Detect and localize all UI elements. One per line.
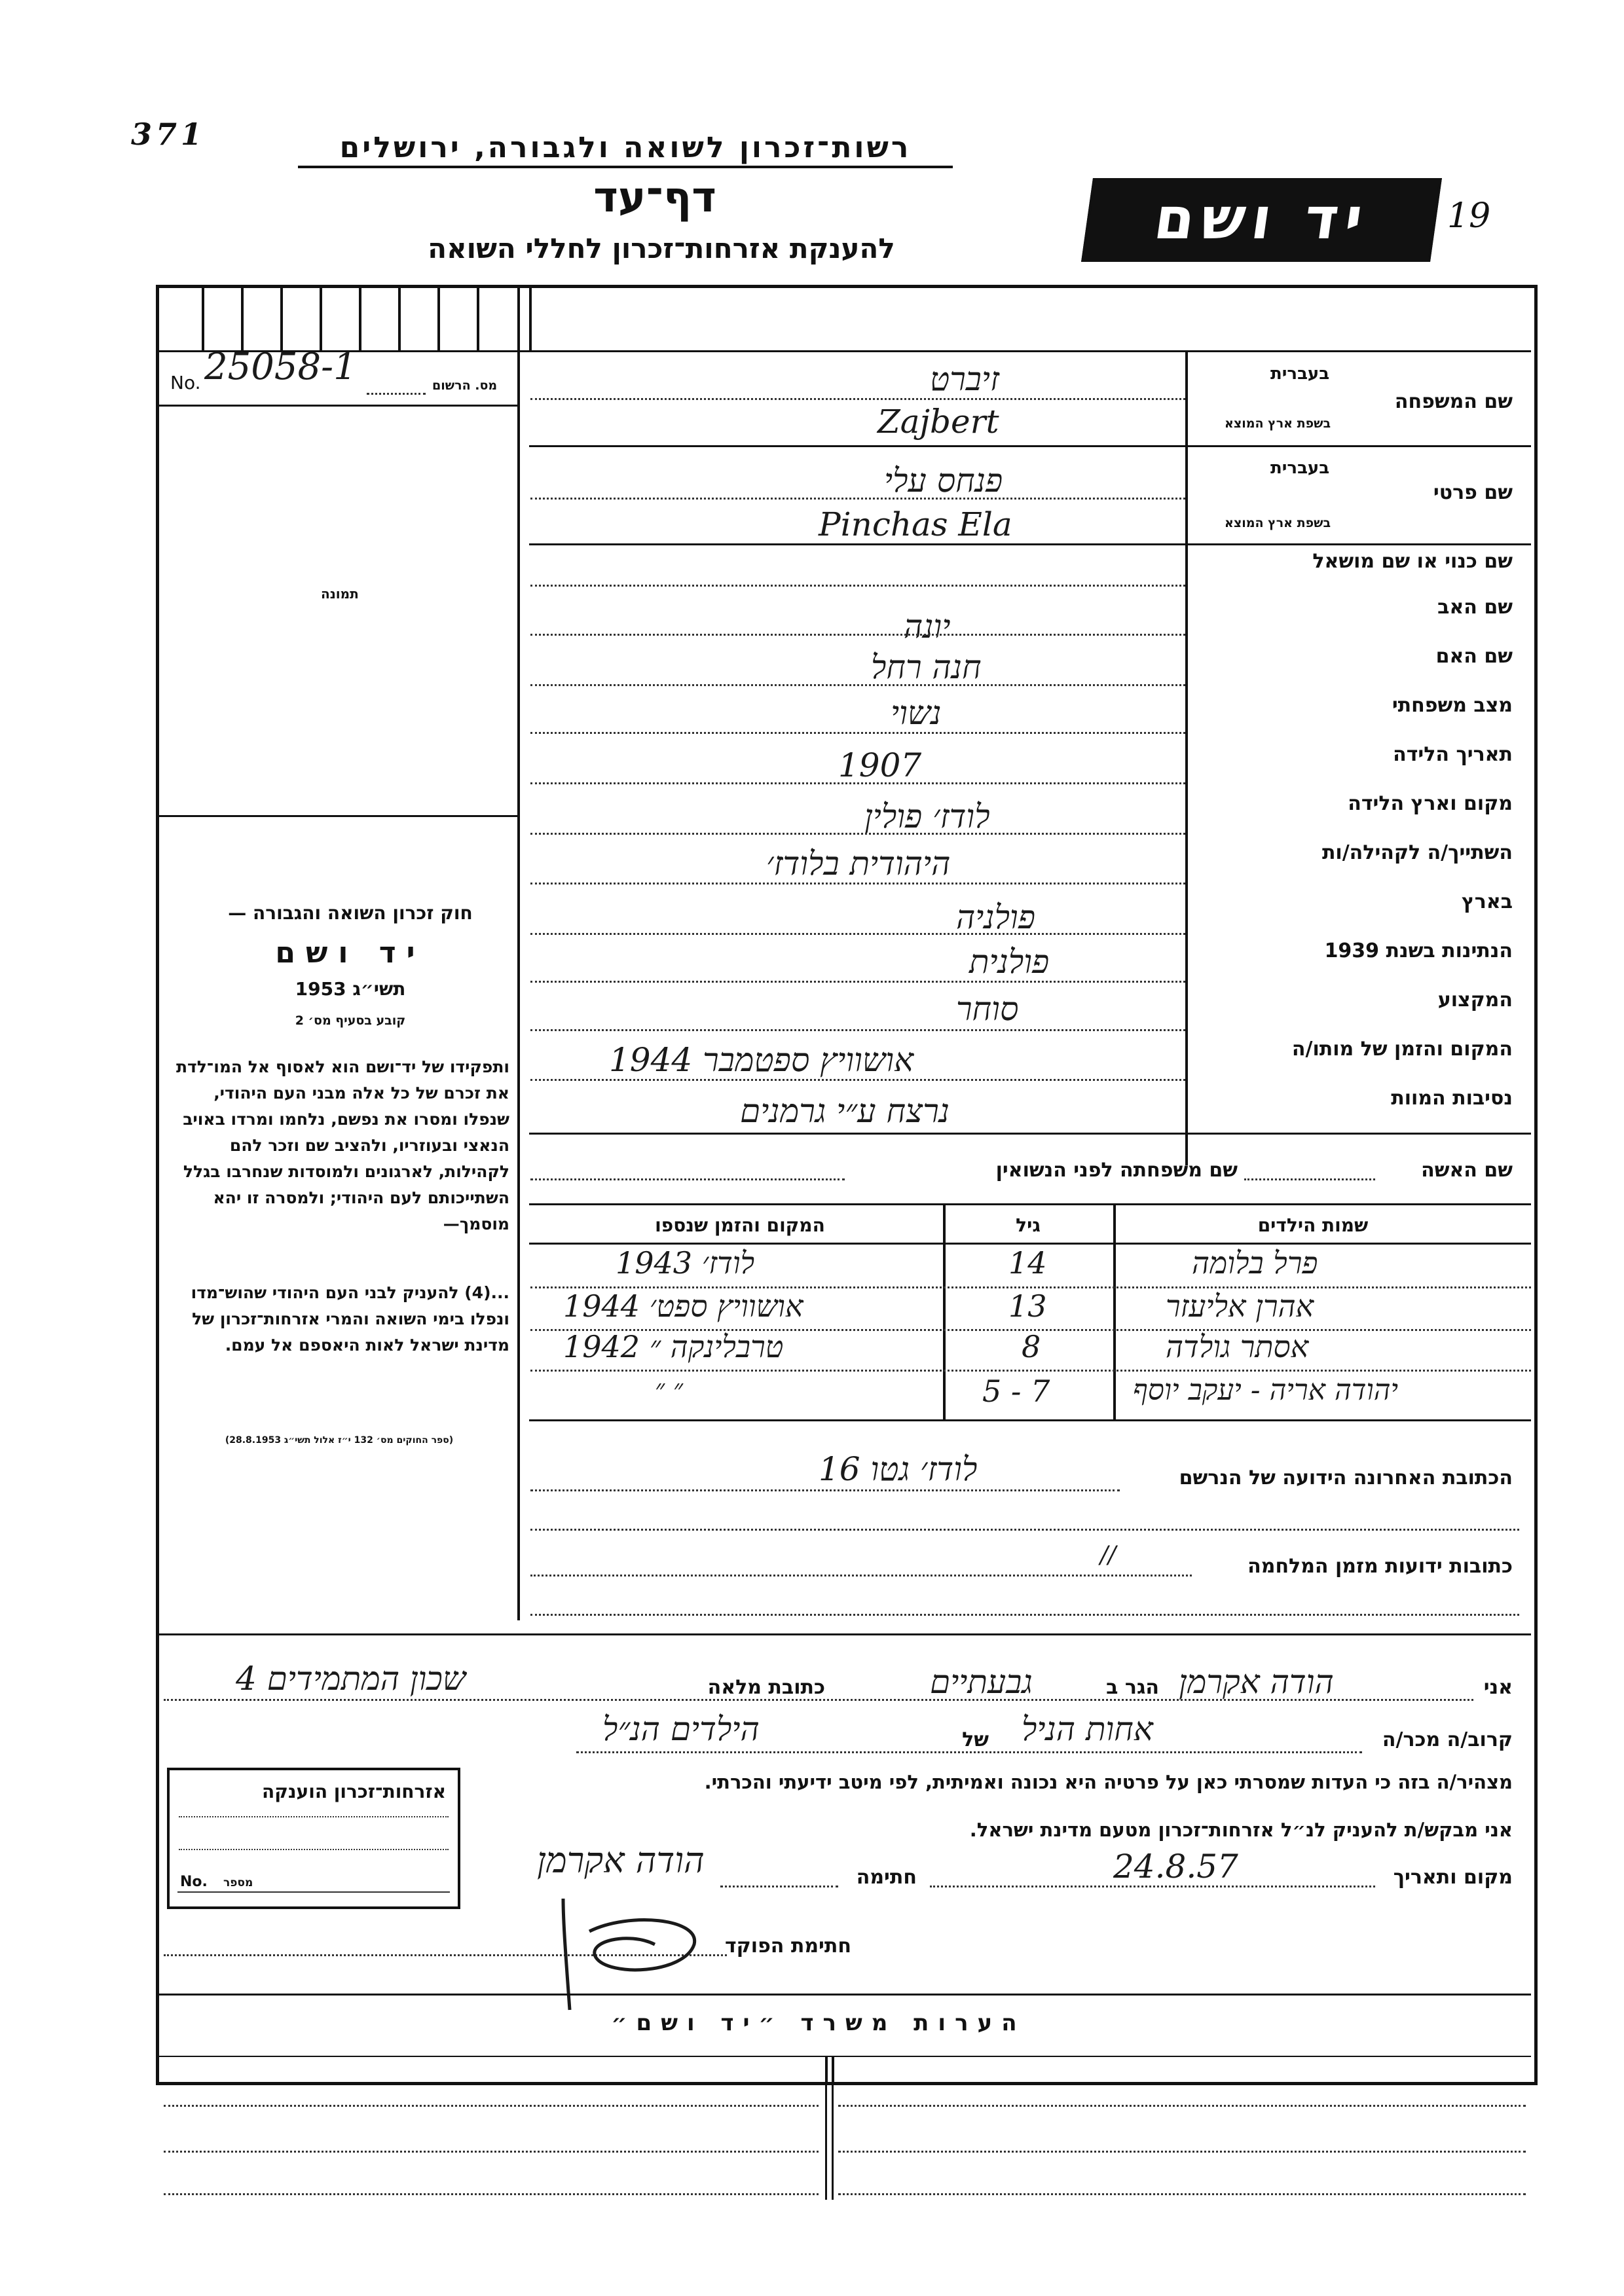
death-circumstances-label: נסיבות המוות: [1391, 1087, 1513, 1110]
law-clause: קובע בסעיף מס׳ 2: [295, 1013, 406, 1028]
family-name-hebrew-label: בעברית: [1270, 364, 1330, 384]
first-name-hebrew-label: בעברית: [1270, 458, 1330, 478]
law-name: יד ושם: [275, 936, 426, 970]
death-place-value: אושוויץ ספטמבר 1944: [609, 1041, 914, 1079]
marital-value: נשוי: [891, 694, 942, 732]
child-name: יהודה אריה - יעקב יוסף: [1133, 1374, 1399, 1407]
declaration-text: מצהיר/ה בזה כי העדות שמסרתי כאן על פרטיה היא נכונה ואמיתית, לפי מיטב ידיעתי והכרתי.: [704, 1771, 1513, 1793]
children-header-names: שמות הילדים: [1257, 1214, 1369, 1236]
logo-text: יד ושם: [1150, 185, 1374, 252]
child-age: 13: [1008, 1288, 1047, 1324]
child-place: אושוויץ ספט׳ 1944: [563, 1288, 803, 1324]
wife-label: שם האשה: [1421, 1159, 1513, 1182]
child-name: פרל בלומה: [1192, 1245, 1318, 1281]
relation-value: אחות הניל: [1022, 1710, 1153, 1748]
children-header-place: המקום והזמן שנספו: [655, 1214, 825, 1236]
authority-title: רשות־זכרון לשואה ולגבורה, ירושלים: [298, 131, 953, 168]
child-name: אסתר גולדה: [1166, 1329, 1309, 1364]
wife-maiden-label: שם משפחתה לפני הנשואין: [995, 1159, 1238, 1182]
father-label: שם האב: [1437, 596, 1513, 619]
first-name-hebrew: פנחס עלי: [884, 462, 1003, 500]
birth-place-label: מקום וארץ הלידה: [1348, 792, 1513, 815]
place-date-value: 24.8.57: [1113, 1848, 1238, 1886]
law-paragraph-1: ותפקידו של יד־ושם הוא לאסוף אל המו־לדת את זכרם של כל אלה מבני העם היהודי, שנפלו ומסרו את נפשם, נלחמו ומרדו באויב הנאצי ובעוזריו, ולהציב שם וזכר להם לקהילות, לארגונים ולמוסדות שנחרבו בגלל השתייכותם לעם היהודי; ולמסרה זו יהא מוסמך—: [175, 1057, 509, 1233]
first-name-label: שם פרטי: [1433, 481, 1513, 504]
birth-date-value: 1907: [838, 746, 922, 784]
death-place-label: המקום והזמן של מותו/ה: [1291, 1038, 1513, 1061]
nickname-label: שם כנוי או שם מושאל: [1312, 550, 1513, 573]
last-address-value: לודז׳ גטו 16: [819, 1450, 978, 1488]
citizenship-box-no-label: No.: [180, 1874, 208, 1890]
war-addresses-label: כתובות ידועות מזמן המלחמה: [1247, 1555, 1513, 1578]
citizenship-value: פולנית: [969, 943, 1050, 981]
declarant-name: הודה אקרמן: [1179, 1663, 1334, 1701]
form-subtitle: להענקת אזרחות־זכרון לחללי השואה: [428, 232, 895, 264]
family-name-label: שם המשפחה: [1394, 390, 1513, 413]
marital-label: מצב משפחתי: [1392, 694, 1513, 717]
official-signature-mark: [550, 1886, 720, 2016]
community-value: היהודית בלודז׳: [766, 845, 951, 883]
first-name-origin: Pinchas Ela: [819, 505, 1012, 543]
corner-number: 371: [131, 117, 206, 152]
relation-of-value: הילדים הנ״ל: [602, 1710, 760, 1748]
photo-label: תמונה: [321, 586, 359, 602]
official-signature-label: חתימת הפוקד: [725, 1935, 851, 1958]
remarks-title: הערות משרד ״יד ושם״: [611, 2010, 1026, 2036]
citizenship-label: הנתינות בשנת 1939: [1324, 939, 1513, 962]
declarant-signature: הודה אקרמן: [537, 1840, 705, 1881]
last-address-label: הכתובת האחרונה הידועה של הנרשם: [1179, 1467, 1513, 1489]
community-label: השתייך/ה לקהילה/ות: [1321, 841, 1513, 864]
country-value: פולניה: [956, 898, 1036, 936]
law-title: חוק זכרון השואה והגבורה —: [228, 902, 473, 924]
request-text: אני מבקש/ת להעניק לנ״ל אזרחות־זכרון מטעם מדינת ישראל.: [969, 1819, 1513, 1841]
first-name-origin-label: בשפת ארץ המוצא: [1225, 516, 1331, 530]
citizenship-box-number-label: מספר: [223, 1876, 253, 1889]
child-age: 7 - 5: [982, 1374, 1050, 1409]
citizenship-granted-box: [167, 1768, 460, 1909]
declarant-address-label: כתובת מלאה: [707, 1676, 825, 1699]
family-name-hebrew: זיברט: [930, 360, 999, 398]
yad-vashem-logo: [1081, 178, 1442, 262]
child-age: 14: [1008, 1245, 1047, 1281]
registration-number: 25058-1: [204, 346, 357, 388]
father-value: יונה: [904, 608, 951, 646]
country-label: בארץ: [1461, 890, 1513, 913]
registration-label: מס. הרשום: [432, 378, 498, 393]
relation-label: קרוב/ה מכר/ה: [1382, 1728, 1513, 1751]
child-place: טרבלינקה ״ 1942: [563, 1329, 784, 1364]
mother-label: שם האם: [1435, 645, 1513, 668]
declarant-i-label: אני: [1483, 1676, 1513, 1699]
signature-label: חתימה: [856, 1866, 917, 1889]
declarant-city: גבעתיים: [930, 1663, 1033, 1701]
law-paragraph-2: ...(4) להעניק לבני העם היהודי שהוש־מדו ונפלו בימי השואה והמרי אזרחות־זכרון של מדינת ישראל לאות היאספם אל עמם.: [191, 1283, 509, 1355]
birth-place-value: לודז׳ פולין: [864, 797, 990, 835]
mother-value: חנה רחל: [871, 648, 982, 686]
birth-date-label: תאריך הלידה: [1393, 743, 1513, 766]
children-header-age: גיל: [1016, 1214, 1041, 1236]
child-place: לודז׳ 1943: [616, 1245, 755, 1281]
child-age: 8: [1022, 1329, 1041, 1364]
war-addresses-value: //: [1100, 1542, 1116, 1569]
citizenship-box-title: אזרחות־זכרון הוענקה: [262, 1781, 446, 1802]
declarant-resides-label: הגר ב: [1106, 1676, 1159, 1699]
family-name-origin: Zajbert: [877, 403, 999, 441]
family-name-origin-label: בשפת ארץ המוצא: [1225, 416, 1331, 431]
relation-of-label: של: [962, 1728, 989, 1751]
declarant-address: שכון המתמידים 4: [236, 1660, 466, 1698]
profession-label: המקצוע: [1437, 989, 1513, 1011]
form-title: דף־עד: [593, 173, 716, 222]
death-circumstances-value: נרצח ע״י גרמנים: [740, 1092, 950, 1130]
place-date-label: מקום ותאריך: [1393, 1866, 1513, 1889]
logo-mark: 19: [1447, 196, 1491, 236]
profession-value: סוחר: [956, 990, 1019, 1028]
child-place: ״ ״: [655, 1374, 684, 1404]
law-year: תשי״ג 1953: [295, 978, 406, 1000]
law-citation: (ספר החוקים מס׳ 132 י״ז אלול תשי״ג 28.8.1953): [225, 1435, 454, 1446]
registration-no-label: No.: [170, 372, 201, 393]
child-name: אהרן אליעזר: [1166, 1288, 1314, 1324]
